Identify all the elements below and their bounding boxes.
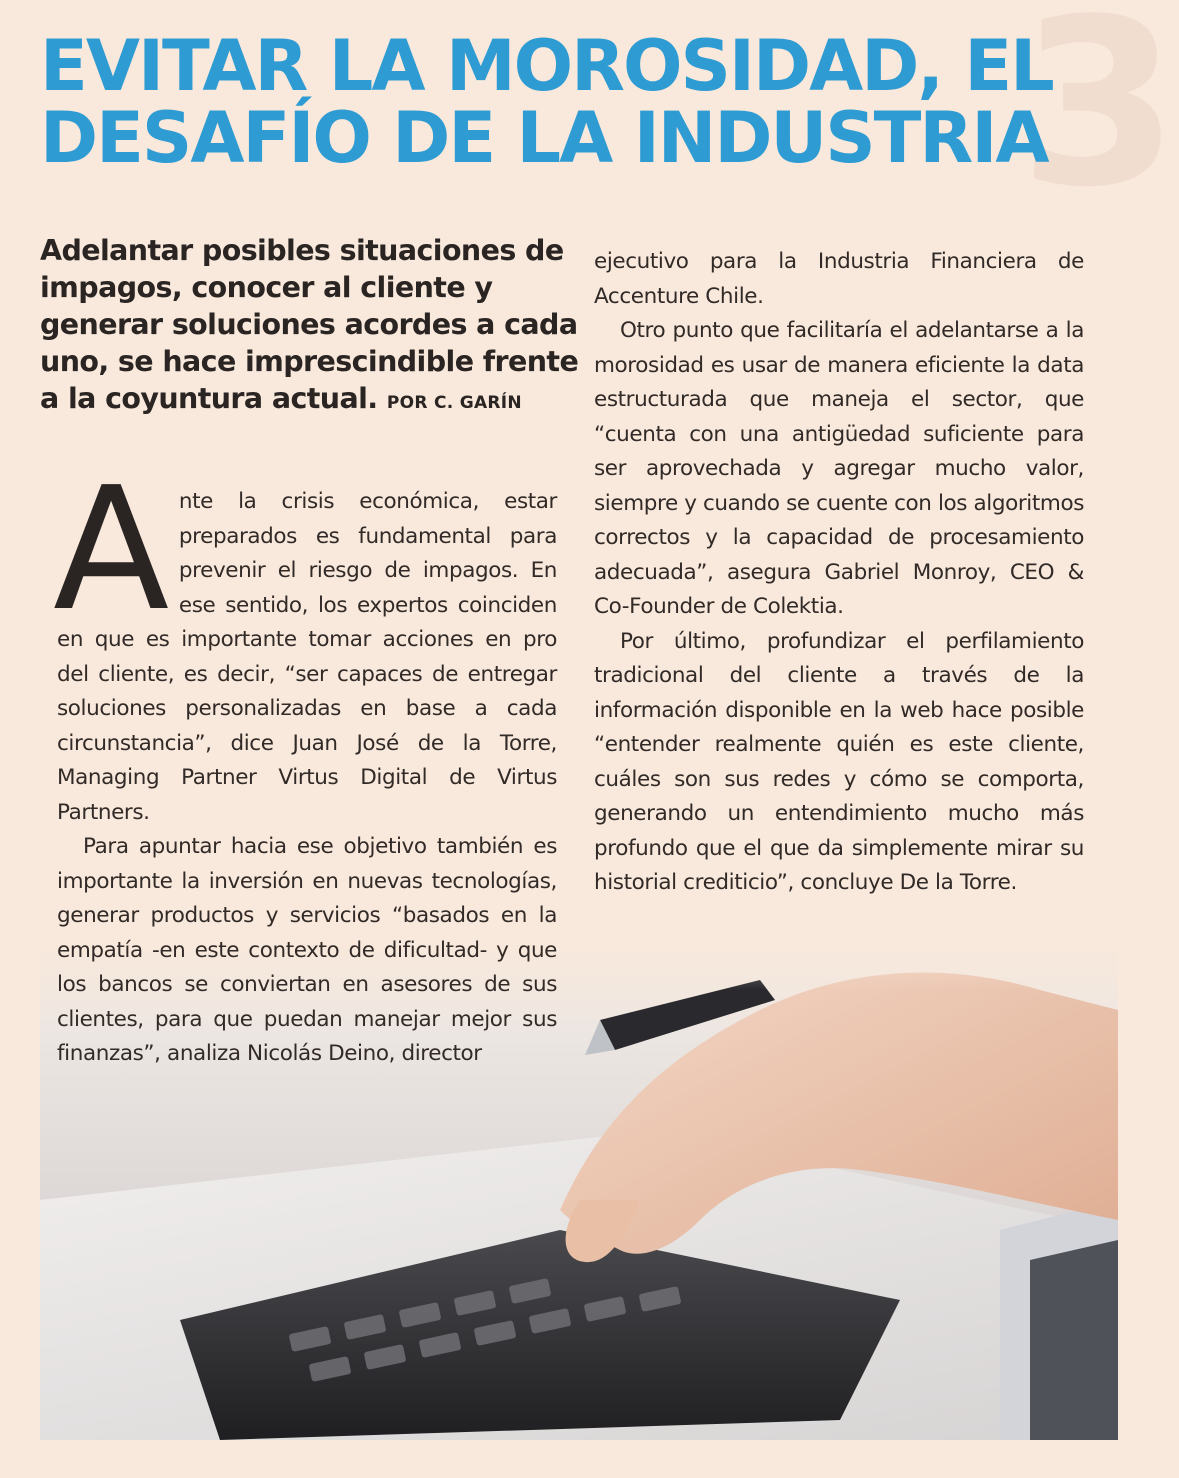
article-paragraph-4: Por último, profundizar el perfilamiento tradicional del cliente a través de la información disponible en la web hace posible “entender realmente quién es este cliente, cuáles son sus redes y cómo se comporta, generando un entendimiento mucho más profundo que el que da simplemente mirar su historial crediticio”, concluye De la Torre. [594,628,1084,895]
page-bottom-margin [0,1440,1139,1478]
headline [40,25,1100,179]
drop-cap: A [53,451,169,649]
lead-paragraph [40,232,580,422]
article-column-left [53,451,557,1072]
article-paragraph-1 [53,451,557,830]
article-paragraph-2: Para apuntar hacia ese objetivo también es importante la inversión en nuevas tecnologías, generar productos y servicios “basados en la empatía -en este contexto de dificultad- y que los bancos se conviertan en asesores de sus clientes, para que puedan manejar mejor sus finanzas”, analiza Nicolás Deino, director [57,834,557,1066]
paragraph-1-text: nte la crisis económica, estar preparados es fundamental para prevenir el riesgo de impagos. En ese sentido, los expertos coinciden en que es importante tomar acciones en pro del cliente, es decir, “ser capaces de entregar soluciones personalizadas en base a cada circunstancia”, dice Juan José de la Torre, Managing Partner Virtus Digital de Virtus Partners. [57,489,557,825]
article-paragraph-3: Otro punto que facilitaría el adelantarse a la morosidad es usar de manera eficiente la data estructurada que maneja el sector, que “cuenta con una antigüedad suficiente para ser aprovechada y agregar mucho valor, siempre y cuando se cuente con los algoritmos correctos y la capacidad de procesamiento adecuada”, asegura Gabriel Monroy, CEO & Co-Founder de Colektia. [594,318,1085,619]
article-column-right [594,245,1084,901]
headline-line-1: EVITAR LA MOROSIDAD, EL [40,25,1053,107]
byline: POR C. GARÍN [386,393,522,413]
headline-line-2: DESAFÍO DE LA INDUSTRIA [40,97,1048,179]
lead-text: Adelantar posibles situaciones de impagos, conocer al cliente y generar soluciones acordes a cada uno, se hace imprescindible frente a la coyuntura actual. [40,234,579,415]
article-paragraph-2-continued: ejecutivo para la Industria Financiera de Accenture Chile. [594,249,1084,309]
page-number: 3 [1018,0,1179,238]
